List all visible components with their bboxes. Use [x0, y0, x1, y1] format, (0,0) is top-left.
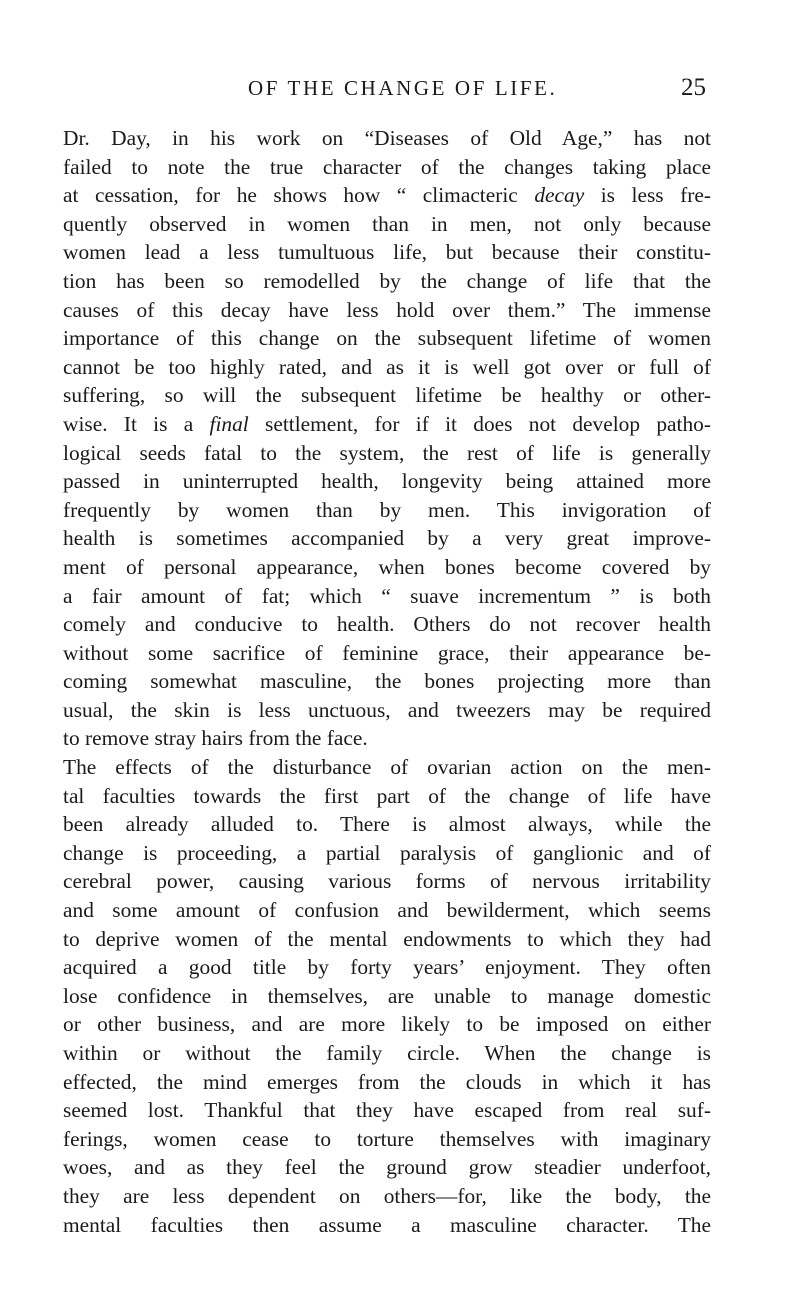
- text-line: and some amount of confusion and bewilderment, which seems: [63, 898, 711, 923]
- text-line: ferings, women cease to torture themselves with imaginary: [63, 1126, 711, 1151]
- text-line: or other business, and are more likely to be imposed on either: [63, 1012, 711, 1037]
- body-text: [63, 124, 711, 1239]
- text-line: to remove stray hairs from the face.: [63, 726, 368, 751]
- text-line: usual, the skin is less unctuous, and tweezers may be required: [63, 697, 711, 722]
- text-line: failed to note the true character of the changes taking place: [63, 154, 711, 179]
- text-line: to deprive women of the mental endowments to which they had: [63, 926, 711, 951]
- text-line: coming somewhat masculine, the bones projecting more than: [63, 669, 711, 694]
- text-line: comely and conducive to health. Others do not recover health: [63, 612, 711, 637]
- text-line: logical seeds fatal to the system, the rest of life is generally: [63, 440, 711, 465]
- text-line: mental faculties then assume a masculine character. The: [63, 1212, 711, 1237]
- text-line: importance of this change on the subsequent lifetime of women: [63, 326, 711, 351]
- text-line: without some sacrifice of feminine grace, their appearance be-: [63, 640, 711, 665]
- text-line: tal faculties towards the first part of the change of life have: [63, 783, 711, 808]
- text-line: women lead a less tumultuous life, but because their constitu-: [63, 240, 711, 265]
- text-line: ment of personal appearance, when bones become covered by: [63, 554, 711, 579]
- text-line: lose confidence in themselves, are unable to manage domestic: [63, 983, 711, 1008]
- text-line: health is sometimes accompanied by a very great improve-: [63, 526, 711, 551]
- text-line: wise. It is a final settlement, for if it does not develop patho-: [63, 411, 711, 436]
- text-line: they are less dependent on others—for, like the body, the: [63, 1183, 711, 1208]
- text-line: passed in uninterrupted health, longevity being attained more: [63, 469, 711, 494]
- text-line: within or without the family circle. When the change is: [63, 1041, 711, 1065]
- text-line: suffering, so will the subsequent lifetime be healthy or other-: [63, 383, 711, 408]
- text-line: at cessation, for he shows how “ climacteric decay is less fre-: [63, 183, 711, 208]
- running-title: OF THE CHANGE OF LIFE.: [248, 76, 558, 100]
- text-line: tion has been so remodelled by the change of life that the: [63, 268, 711, 293]
- text-line: been already alluded to. There is almost always, while the: [63, 812, 711, 837]
- text-line: acquired a good title by forty years’ enjoyment. They often: [63, 955, 711, 980]
- page-number: 25: [681, 74, 706, 101]
- text-line: seemed lost. Thankful that they have escaped from real suf-: [63, 1098, 711, 1123]
- text-line: Dr. Day, in his work on “Diseases of Old Age,” has not: [63, 126, 711, 150]
- text-line: woes, and as they feel the ground grow steadier underfoot,: [63, 1155, 711, 1180]
- text-line: a fair amount of fat; which “ suave incrementum ” is both: [63, 583, 711, 608]
- text-line: change is proceeding, a partial paralysis of ganglionic and of: [63, 840, 711, 865]
- text-line: The effects of the disturbance of ovarian action on the men-: [63, 755, 711, 780]
- text-line: effected, the mind emerges from the clouds in which it has: [63, 1069, 711, 1094]
- paragraph-2: [63, 753, 711, 1239]
- text-line: causes of this decay have less hold over them.” The immense: [63, 297, 711, 322]
- text-line: frequently by women than by men. This invigoration of: [63, 497, 711, 522]
- text-line: cannot be too highly rated, and as it is well got over or full of: [63, 354, 711, 379]
- paragraph-1: [63, 124, 711, 753]
- text-line: cerebral power, causing various forms of nervous irritability: [63, 869, 711, 894]
- running-head: [0, 76, 801, 106]
- text-line: quently observed in women than in men, not only because: [63, 211, 711, 236]
